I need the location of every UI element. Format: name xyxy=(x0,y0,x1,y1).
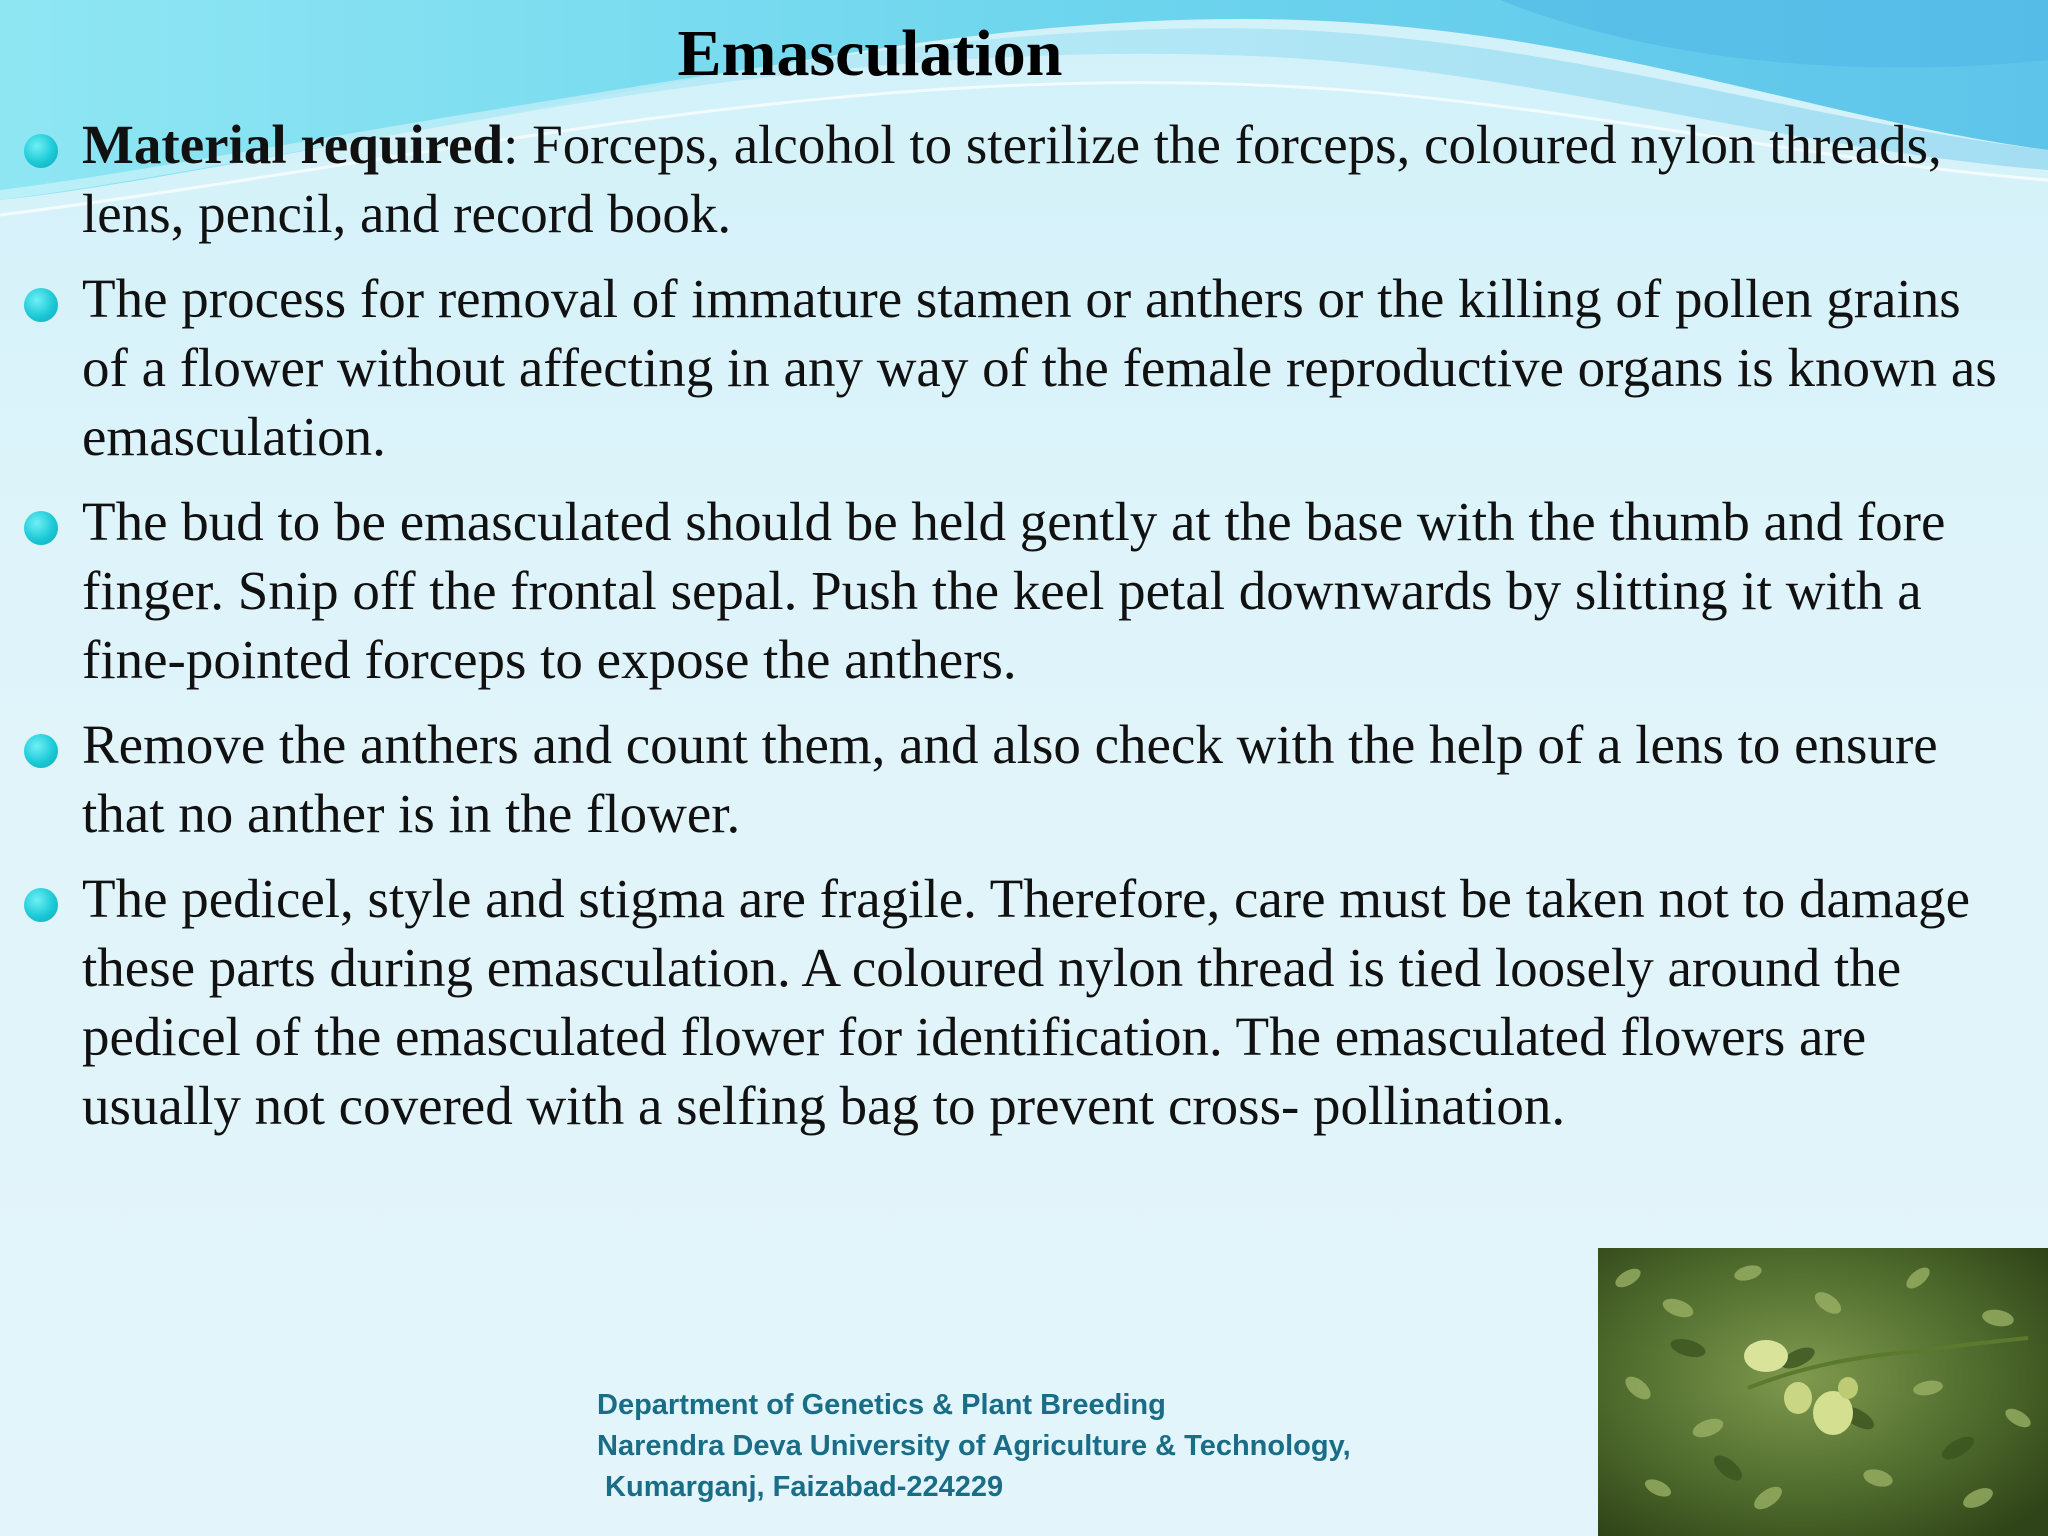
chickpea-plant-photo xyxy=(1598,1248,2048,1536)
bullet-item-remove-anthers xyxy=(20,710,2020,848)
footer-line-university: Narendra Deva University of Agriculture & Technology, xyxy=(597,1430,1351,1462)
bullet-text: Remove the anthers and count them, and also check with the help of a lens to ensure that no anther is in the flower. xyxy=(82,714,1938,844)
footer-institution xyxy=(597,1385,1351,1508)
bullet-dot-icon xyxy=(24,888,58,922)
bullet-text: The pedicel, style and stigma are fragile. Therefore, care must be taken not to damage these parts during emasculation. A coloured nylon thread is tied loosely around the pedicel of the emasculated flower for identification. The emasculated flowers are usually not covered with a selfing bag to prevent cross- pollination. xyxy=(82,868,1971,1136)
bullet-text: : Forceps, alcohol to sterilize the forceps, coloured nylon threads, lens, pencil, and record book. xyxy=(82,114,1942,244)
footer-line-department: Department of Genetics & Plant Breeding xyxy=(597,1389,1166,1421)
bullet-dot-icon xyxy=(24,134,58,168)
bullet-item-materials xyxy=(20,110,2020,248)
bullet-dot-icon xyxy=(24,734,58,768)
bullet-item-definition xyxy=(20,264,2020,471)
bullet-text: The bud to be emasculated should be held gently at the base with the thumb and fore finger. Snip off the frontal sepal. Push the keel petal downwards by slitting it with a fine-pointed forceps to expose the anthers. xyxy=(82,491,1946,690)
bullet-list xyxy=(20,110,2020,1156)
bullet-dot-icon xyxy=(24,288,58,322)
bullet-item-procedure xyxy=(20,487,2020,694)
footer-line-address: Kumarganj, Faizabad-224229 xyxy=(597,1471,1004,1503)
slide-title: Emasculation xyxy=(677,17,1063,90)
bullet-item-care xyxy=(20,864,2020,1140)
plant-photo-icon xyxy=(1598,1248,2048,1536)
bullet-text: The process for removal of immature stamen or anthers or the killing of pollen grains of a flower without affecting in any way of the female reproductive organs is known as emasculation. xyxy=(82,268,1997,467)
bullet-dot-icon xyxy=(24,511,58,545)
bullet-lead: Material required xyxy=(82,114,504,175)
